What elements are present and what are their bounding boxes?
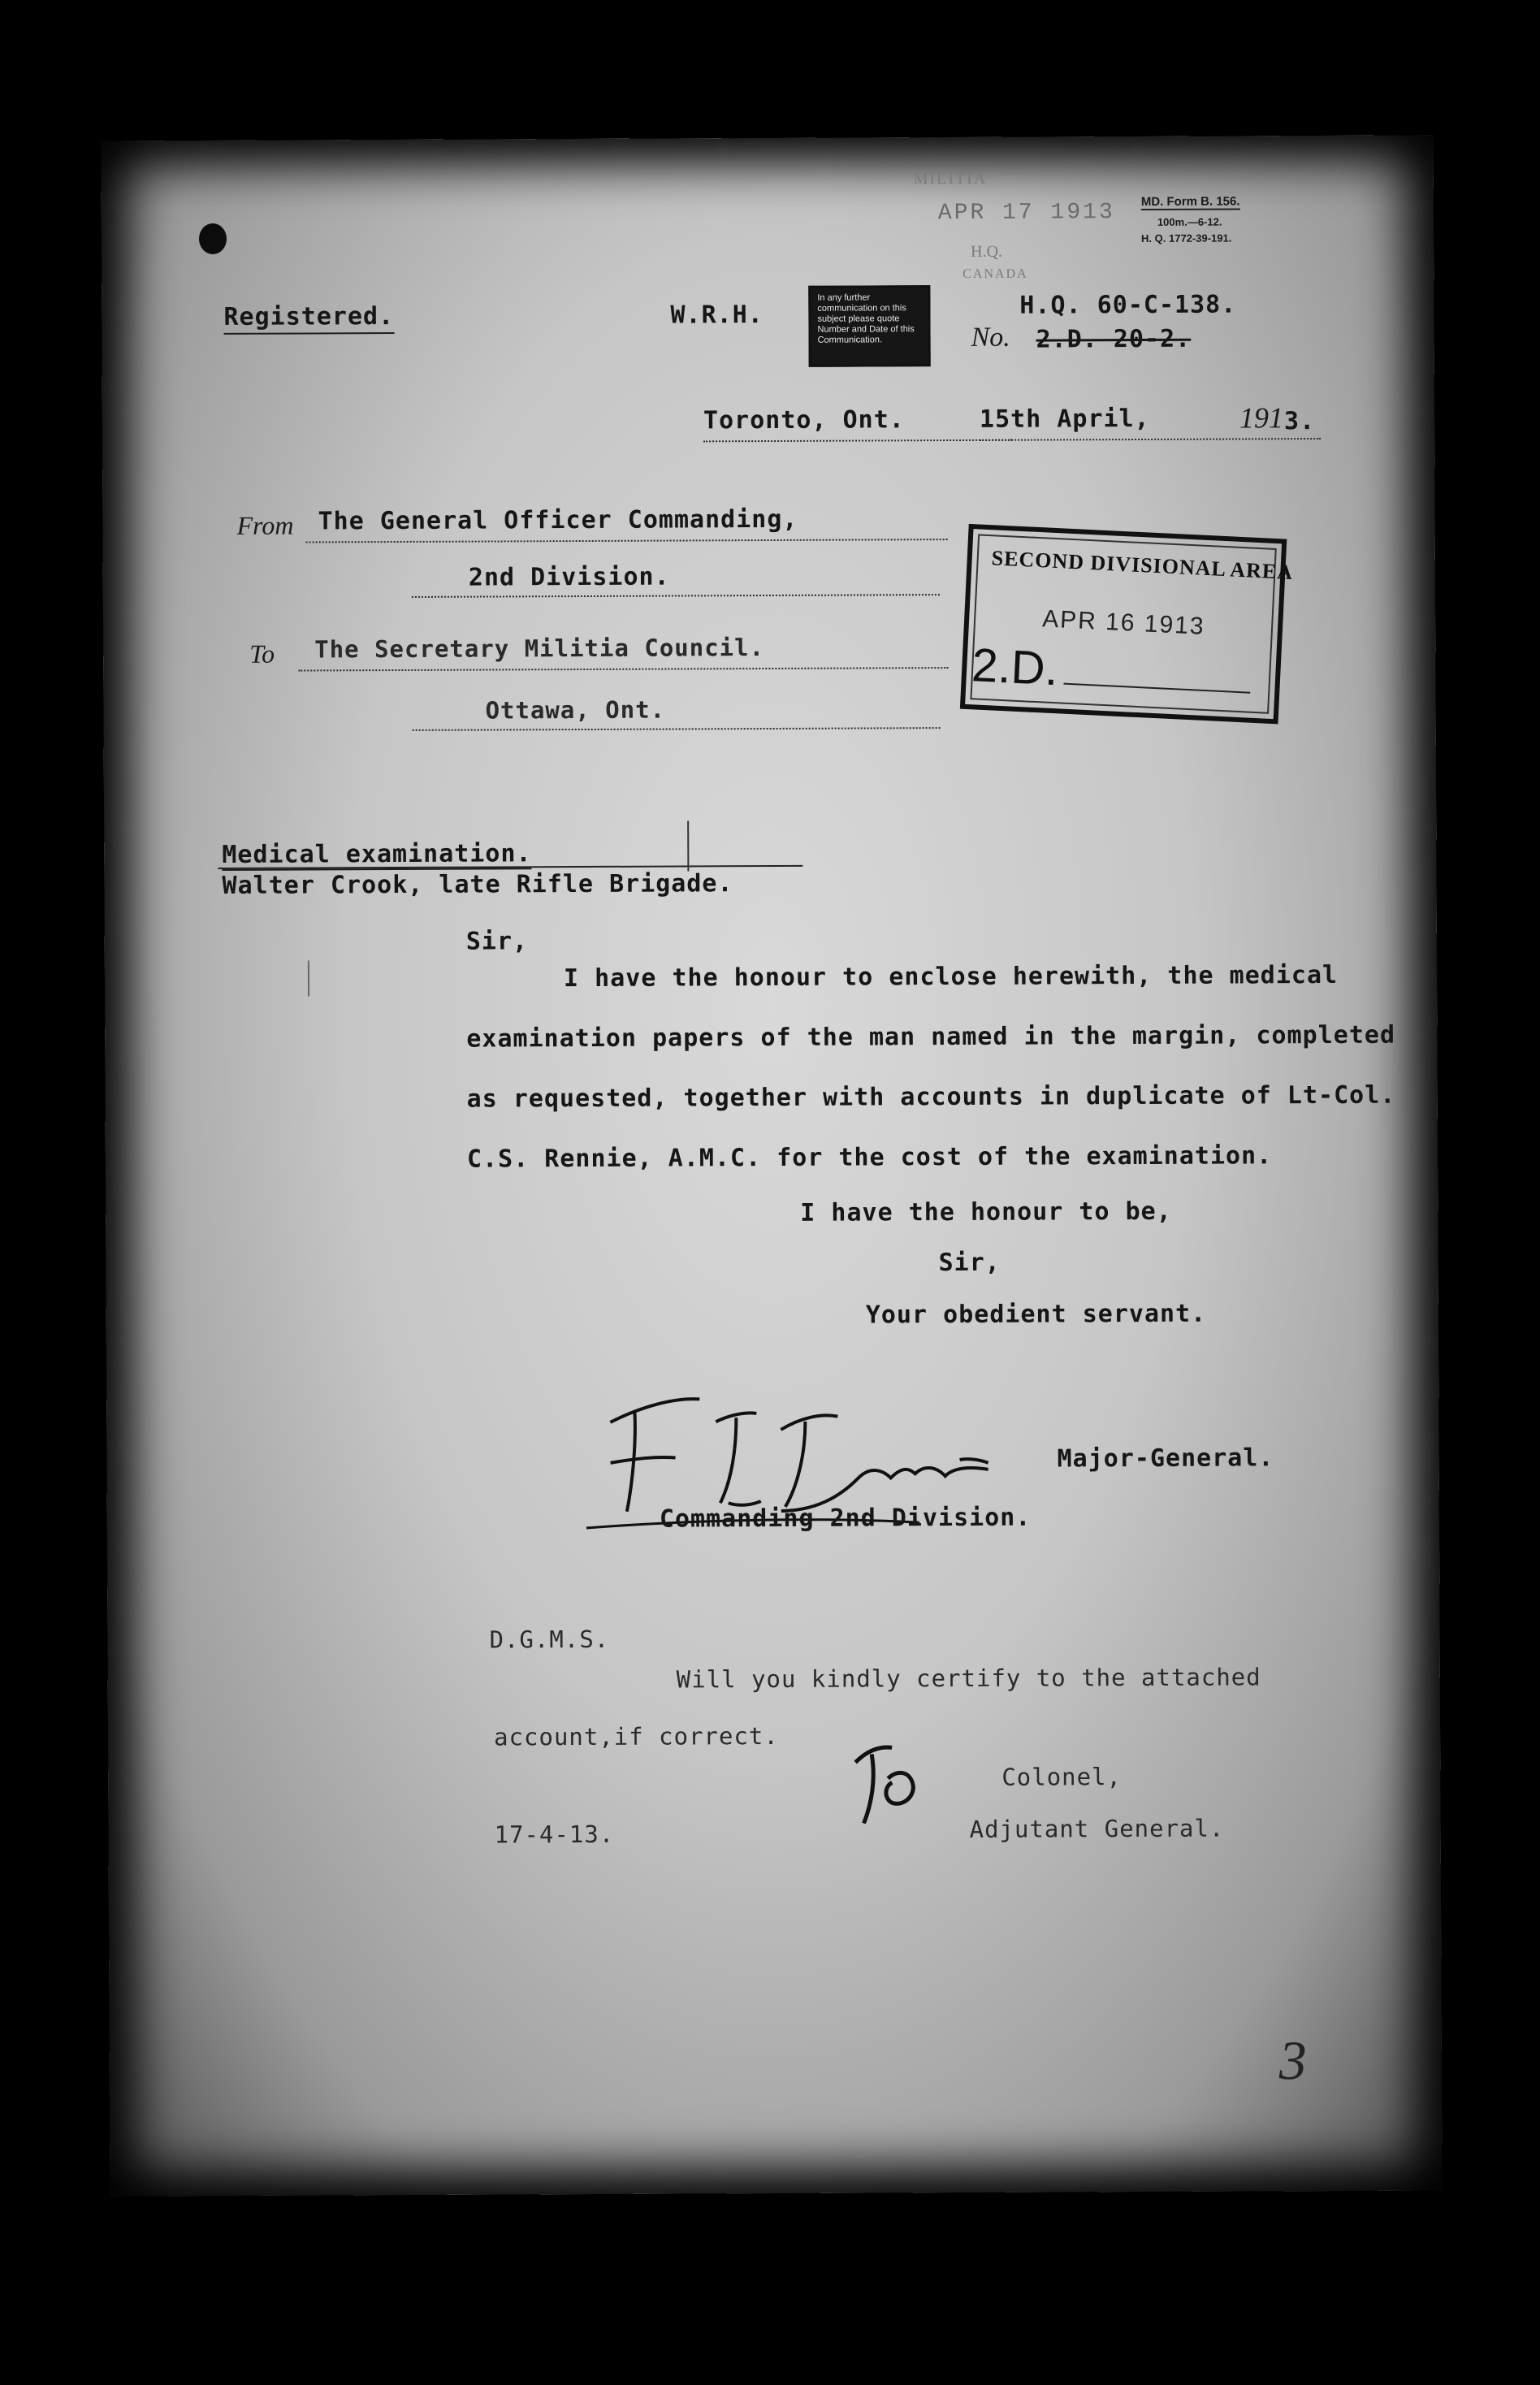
closing-line3: Your obedient servant. [865,1299,1207,1330]
division-received-stamp [960,524,1294,725]
to-label: To [249,638,275,669]
to-line2: Ottawa, Ont. [485,695,666,725]
form-ref-line1: MD. Form B. 156. [1140,194,1240,210]
file-no-label: No. [971,322,1010,353]
minute-sig-rank: Colonel, [1001,1763,1123,1791]
minute-addressee: D.G.M.S. [489,1625,610,1654]
initials: W.R.H. [670,301,764,330]
page-number: 3 [1278,2029,1307,2092]
salutation: Sir, [465,927,529,956]
body-line1: I have the honour to enclose herewith, the medical [563,960,1339,993]
received-stamp-hq: H.Q. [971,242,1003,261]
form-ref-line2: 100m.—6-12. [1157,215,1222,228]
reference-notice-box [808,285,930,367]
signatory-rank: Major-General. [1057,1444,1274,1474]
letter-day: 15th April, [979,404,1150,434]
closing-line1: I have the honour to be, [800,1197,1172,1227]
letter-place: Toronto, Ont. [703,405,905,435]
division-stamp-title: SECOND DIVISIONAL AREA [991,546,1294,585]
received-stamp-date: APR 17 1913 [937,200,1115,227]
to-line1: The Secretary Militia Council. [314,634,765,664]
letter-page [101,135,1442,2196]
closing-line2: Sir, [938,1248,1001,1278]
minute-line2: account,if correct. [493,1721,779,1751]
adjutant-initials [847,1738,937,1830]
hq-file-number: H.Q. 60-C-138. [1019,290,1237,320]
received-stamp-top: MILITIA [913,169,988,188]
reference-notice-text: In any further communication on this subject please quote Number and Date of this Communication. [817,292,915,345]
letter-year-suffix: 3. [1283,407,1316,436]
from-line1: The General Officer Commanding, [318,504,798,536]
signatory-title: Commanding 2nd Division. [659,1503,1032,1534]
minute-date: 17-4-13. [494,1820,615,1849]
from-line2: 2nd Division. [468,562,670,592]
from-label: From [236,510,294,540]
minute-sig-title: Adjutant General. [969,1814,1225,1843]
registered-label: Registered. [223,302,394,335]
body-line4: C.S. Rennie, A.M.C. for the cost of the examination. [466,1141,1273,1174]
form-ref-line3: H. Q. 1772-39-191. [1140,232,1232,245]
division-stamp-code: 2.D. [970,638,1060,696]
body-line2: examination papers of the man named in the margin, completed [466,1020,1396,1054]
received-stamp-canada: CANADA [962,266,1028,281]
ink-blot [199,223,227,254]
subject-line1: Medical examination. [222,839,532,869]
subject-line2: Walter Crook, late Rifle Brigade. [222,869,733,900]
body-line3: as requested, together with accounts in duplicate of Lt-Col. [466,1080,1396,1114]
minute-line1: Will you kindly certify to the attached [676,1663,1261,1694]
letter-year-prefix: 191 [1239,401,1284,435]
division-file-number: 2.D. 20-2. [1036,324,1192,354]
division-stamp-date: APR 16 1913 [1041,605,1206,640]
